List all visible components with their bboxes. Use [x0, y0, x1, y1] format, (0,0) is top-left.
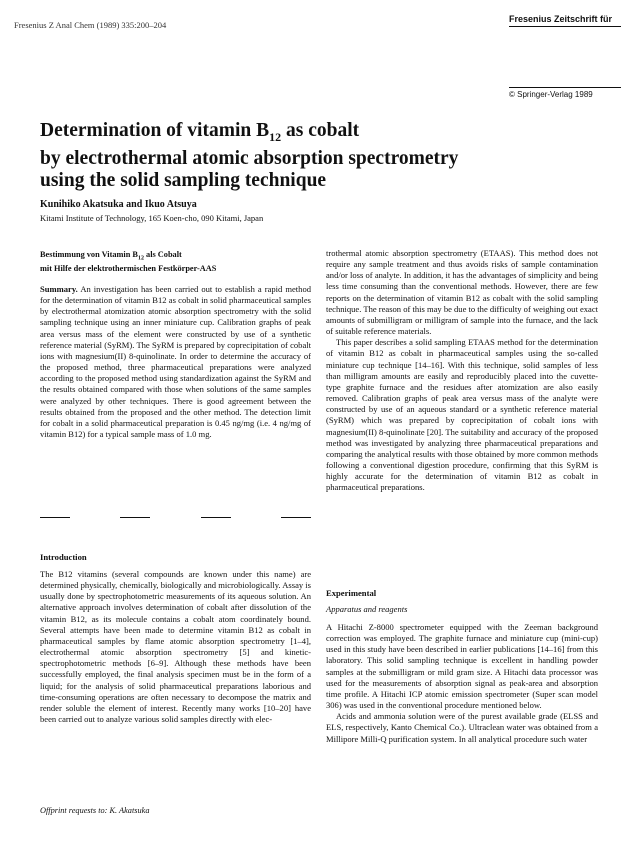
journal-logo-block: [509, 14, 621, 99]
apparatus-heading: Apparatus and reagents: [326, 604, 408, 614]
experimental-text: [326, 622, 598, 745]
title-line3: using the solid sampling technique: [40, 169, 327, 191]
correspondence: Offprint requests to: K. Akatsuka: [40, 806, 150, 815]
article-title: [40, 120, 600, 192]
section-divider: [40, 517, 311, 518]
right-para2: This paper describes a solid sampling ETAAS method for the determination of vitamin B12 as cobalt in pharmaceutical samples using the so-called miniature cup technique [14–16]. With this technique, solid samples of less than milligram amounts are easily and reproducibly placed into the cuvette-type graphite furnace and the residues after atomization are also easily removed. Calibration graphs of peak area versus mass of the analyte were constructed by use of an aqueous standard or a synthetic reference material (SyRM) which was prepared by coprecipitation of cobalt ions with magnesium(II) 8-quinolinate [20]. The suitability and accuracy of the proposed method was investigated by analyzing three pharmaceutical preparations and comparing the analytical results with those obtained by more common methods following a conventional digestion procedure, confirming that this SyRM is highly accurate for the determination of vitamin B12 as cobalt in pharmaceutical preparations.: [326, 337, 598, 493]
copyright: © Springer-Verlag 1989: [509, 90, 593, 99]
right-para3: A Hitachi Z-8000 spectrometer equipped with the Zeeman background correction was employed. The graphite furnace and miniature cup (mini-cup) used in this study have been described in earlier publications [14–16] from this laboratory. This solid sampling technique is excellent in handling powder samples at the submilligram or mild gram size. A Hitachi data processor was used for the measurements of absorption signal as peak-area and absorption time profile. A Hitachi ICP atomic emission spectrometer (Super scan model 306) was used in the conventional procedure mentioned below.: [326, 622, 598, 711]
right-para1: trothermal atomic absorption spectrometry (ETAAS). This method does not require any sample treatment and thus avoids risks of sample contamination and/or loss of analyte. In addition, it has the advantages of simplicity and being less time consuming than the conventional methods. However, there are few reports on the determination of vitamin B12 as cobalt with the solid sampling technique. The reason of this may be due to the difficulty of weighing out exact amounts of submilligram or milligram of sample into the furnace, and the lack of suitable reference materials.: [326, 248, 598, 337]
affiliation: Kitami Institute of Technology, 165 Koen-cho, 090 Kitami, Japan: [40, 213, 264, 223]
journal-name: Fresenius Zeitschrift für: [509, 14, 621, 27]
title-line1-post: as cobalt: [281, 120, 360, 141]
authors: Kunihiko Akatsuka and Ikuo Atsuya: [40, 199, 197, 210]
german-title-line1: Bestimmung von Vitamin B: [40, 250, 138, 259]
experimental-heading: Experimental: [326, 588, 377, 598]
journal-rule: [509, 27, 621, 88]
summary-text: An investigation has been carried out to establish a rapid method for the determination of vitamin B12 as cobalt in solid pharmaceutical samples by electrothermal atomization atomic absorption spectrometry with the solid sampling technique using an inner miniature cup. Calibration graphs of peak area versus mass of the element were constructed by use of a synthetic reference material (SyRM). The SyRM is prepared by coprecipitation of cobalt ions with magnesium(II) 8-quinolinate. In order to determine the accuracy of the proposed method, three pharmaceutical preparations were analyzed according to the proposed method using standardization against the SyRM and the results obtained compared with those when solutions of the same samples were analyzed by other techniques. There is good agreement between the results obtained from the proposed and the other method. The detection limit for cobalt in a solid pharmaceutical preparation is 0.45 ng/mg (i.e. 4 ng/mg of vitamin B12) for a typical sample mass of 1.0 mg.: [40, 284, 311, 440]
german-title: [40, 250, 311, 275]
introduction-text: The B12 vitamins (several compounds are known under this name) are determined physically, chemically, biologically and microbiologically. Assay is usually done by spectrophotometric measurements of its aqueous solution. An alternative approach involves determination of cobalt after dissolution of the vitamin B12, as its molecule contains a cobalt atom coordinately bound. Several attempts have been made to determine vitamin B12 as cobalt in pharmaceutical samples by flame atomic absorption spectrometry [1–4], electrothermal atomic absorption spectrometry [5] and kinetic-spectrophotometric methods [6–9]. Although these methods have been successfully employed, the final analysis specimen must be in the form of a liquid; for the analysis of solid pharmaceutical preparations laborious and time-consuming operations are often necessary to decompose the matrix and render soluble the element of interest. Recently many works [10–20] have been carried out to analyze various solid samples directly with elec-: [40, 569, 311, 725]
introduction: [40, 569, 311, 725]
title-line1: Determination of vitamin B: [40, 120, 270, 141]
summary-label: Summary.: [40, 284, 78, 294]
summary: [40, 284, 311, 440]
right-column-top: [326, 248, 598, 493]
german-title-sub: 12: [137, 255, 144, 262]
introduction-heading: Introduction: [40, 552, 87, 562]
title-line2: by electrothermal atomic absorption spectrometry: [40, 147, 459, 169]
german-title-line2: mit Hilfe der elektrothermischen Festkörper-AAS: [40, 264, 217, 274]
running-citation: Fresenius Z Anal Chem (1989) 335:200–204: [14, 20, 167, 30]
title-sub: 12: [269, 129, 282, 144]
right-para4: Acids and ammonia solution were of the purest available grade (ELSS and ELS, respectively, Kanto Chemical Co.). Ultraclean water was obtained from a Millipore Milli-Q purification system. In all analytical procedure such water: [326, 711, 598, 744]
german-title-line1-post: als Cobalt: [143, 250, 182, 259]
